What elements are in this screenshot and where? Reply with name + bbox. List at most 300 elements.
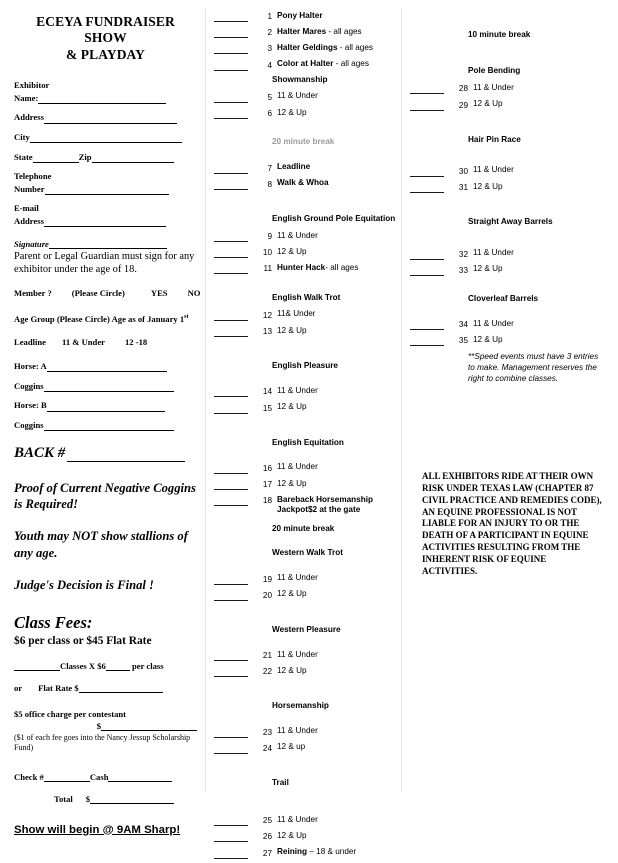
class-entry-row: [206, 385, 401, 401]
class-number: 18: [262, 496, 272, 506]
class-name: 11 & Under: [277, 385, 318, 395]
class-selection-blank[interactable]: [206, 178, 252, 192]
class-selection-blank[interactable]: [402, 248, 448, 262]
section-heading-label: Western Walk Trot: [272, 548, 343, 558]
class-selection-blank[interactable]: [402, 82, 448, 96]
class-selection-blank[interactable]: [206, 589, 252, 603]
list-spacer: [402, 280, 618, 294]
cash-label: Cash: [89, 771, 109, 782]
break-label: 20 minute break: [272, 137, 335, 147]
member-instruction: (Please Circle): [71, 287, 125, 298]
class-entry-row: [402, 165, 618, 181]
member-question-row: [14, 287, 201, 298]
break-row: [206, 137, 401, 153]
class-section-heading: [206, 625, 401, 641]
list-spacer: [402, 310, 618, 318]
list-spacer: [402, 10, 618, 30]
class-entry-row: [206, 478, 401, 494]
field-label-state: State: [14, 151, 33, 162]
class-entry-row: [402, 264, 618, 280]
class-name: Hunter Hack- all ages: [277, 262, 359, 272]
break-label: 10 minute break: [468, 30, 531, 39]
class-name: 11& Under: [277, 309, 316, 319]
list-spacer: [206, 516, 401, 524]
class-name: 12 & Up: [277, 478, 307, 488]
field-label: Telephone: [14, 171, 52, 182]
class-name: 12 & Up: [473, 264, 503, 274]
or-label: or: [14, 682, 23, 693]
cash-input[interactable]: [108, 772, 172, 782]
spacer-cell: [402, 135, 448, 151]
class-selection-blank[interactable]: [206, 742, 252, 756]
spacer-cell: [252, 548, 272, 564]
classes-multiply-label: Classes X $6: [60, 660, 106, 671]
section-heading-label: English Pleasure: [272, 361, 338, 371]
class-selection-blank[interactable]: [402, 318, 448, 332]
class-name: 12 & Up: [277, 665, 307, 675]
city-input[interactable]: [30, 133, 182, 143]
list-spacer: [206, 377, 401, 385]
class-selection-blank[interactable]: [206, 847, 252, 861]
class-entry-row: [206, 230, 401, 246]
field-label: Horse: B: [14, 400, 47, 411]
list-spacer: [206, 418, 401, 438]
class-entry-row: [206, 91, 401, 107]
class-entry-row: [206, 26, 401, 42]
coggins-b-input[interactable]: [44, 421, 174, 431]
office-charge-amount-row: [14, 721, 197, 731]
spacer-cell: [448, 66, 468, 82]
class-name: 11 & Under: [473, 318, 514, 328]
office-charge-label: $5 office charge per contestant: [14, 708, 127, 719]
field-horse-b: [14, 399, 197, 411]
spacer-cell: [252, 137, 272, 153]
class-number: 32: [458, 249, 468, 259]
class-selection-blank[interactable]: [402, 334, 448, 348]
section-heading-label: Pole Bending: [468, 66, 521, 76]
spacer-cell: [206, 137, 252, 153]
class-number: 30: [458, 166, 468, 176]
class-section-heading: [206, 293, 401, 309]
per-class-amount-input[interactable]: [106, 661, 130, 671]
flat-rate-label: Flat Rate: [38, 682, 73, 693]
class-name: 12 & Up: [473, 181, 503, 191]
section-heading-label: Horsemanship: [272, 701, 329, 711]
class-section-heading: [206, 701, 401, 717]
liability-notice-wrap: [402, 471, 618, 578]
section-heading-label: Hair Pin Race: [468, 134, 521, 144]
class-entry-row: [206, 494, 401, 516]
spacer-cell: [402, 294, 448, 310]
class-name: 12 & Up: [277, 325, 307, 335]
field-label-2: Number: [14, 183, 45, 194]
spacer-cell: [252, 778, 272, 794]
class-entry-row: [206, 178, 401, 194]
break-row: [206, 524, 401, 540]
class-name: Halter Mares - all ages: [277, 26, 362, 36]
horse-a-input[interactable]: [47, 362, 167, 372]
class-selection-blank[interactable]: [206, 230, 252, 244]
class-number: 4: [267, 60, 272, 70]
age-group-label: Age Group (Please Circle): [14, 313, 110, 324]
field-label: City: [14, 132, 30, 143]
class-name: 12 & Up: [473, 99, 503, 109]
section-heading-label: English Ground Pole Equitation: [272, 213, 396, 223]
class-selection-blank[interactable]: [206, 665, 252, 679]
class-selection-blank[interactable]: [206, 26, 252, 40]
class-entry-row: [206, 162, 401, 178]
class-entry-row: [206, 649, 401, 665]
age-group-options: [14, 337, 197, 347]
class-name: 11 & Under: [277, 230, 318, 240]
class-number: 26: [262, 832, 272, 842]
option-leadline[interactable]: Leadline: [14, 336, 46, 347]
class-number: 15: [262, 403, 272, 413]
class-number: 24: [262, 743, 272, 753]
field-signature: [14, 239, 197, 249]
fee-line-flat-rate: [14, 683, 197, 693]
list-spacer: [206, 605, 401, 625]
list-spacer: [402, 234, 618, 248]
per-class-label: per class: [132, 660, 164, 671]
spacer-cell: [402, 217, 448, 233]
class-selection-blank[interactable]: [206, 162, 252, 176]
spacer-cell: [252, 438, 272, 454]
member-yes-option[interactable]: YES: [150, 287, 168, 298]
class-section-heading: [206, 75, 401, 91]
class-entry-row: [206, 742, 401, 758]
class-name: Reining – 18 & under: [277, 847, 357, 857]
option-11-under[interactable]: 11 & Under: [62, 336, 105, 347]
back-number-label: BACK #: [14, 445, 66, 462]
flat-rate-currency: $: [74, 682, 79, 693]
list-spacer: [206, 123, 401, 137]
signature-label: Signature: [14, 238, 49, 249]
field-telephone: [14, 170, 197, 194]
class-selection-blank[interactable]: [206, 814, 252, 828]
class-selection-blank[interactable]: [206, 649, 252, 663]
field-label-2: Address: [14, 215, 44, 226]
member-no-option[interactable]: NO: [187, 287, 201, 298]
class-selection-blank[interactable]: [206, 494, 252, 508]
field-label: Exhibitor: [14, 80, 50, 91]
scholarship-note: ($1 of each fee goes into the Nancy Jessup Scholarship Fund): [14, 732, 191, 753]
spacer-cell: [206, 524, 252, 540]
class-selection-blank[interactable]: [402, 181, 448, 195]
class-name: 11 & Under: [277, 91, 318, 101]
age-group-row: [14, 314, 197, 324]
class-name: Bareback Horsemanship Jackpot$2 at the gate: [277, 494, 374, 515]
class-selection-blank[interactable]: [206, 726, 252, 740]
state-input[interactable]: [33, 153, 79, 163]
class-section-heading: [206, 438, 401, 454]
class-entry-row: [206, 107, 401, 123]
class-entry-row: [206, 814, 401, 830]
class-selection-blank[interactable]: [402, 264, 448, 278]
class-list-column-right: [402, 0, 618, 800]
class-name: 12 & Up: [277, 402, 307, 412]
class-entry-row: [206, 847, 401, 863]
class-name: 12 & Up: [473, 334, 503, 344]
class-number: 28: [458, 84, 468, 94]
field-exhibitor-name: [14, 79, 197, 103]
spacer-cell: [252, 524, 272, 540]
class-selection-blank[interactable]: [206, 402, 252, 416]
class-entry-row: [206, 309, 401, 325]
class-name: Leadline: [277, 162, 311, 171]
class-number: 35: [458, 336, 468, 346]
class-number: 34: [458, 320, 468, 330]
spacer-cell: [252, 361, 272, 377]
class-number: 7: [267, 163, 272, 173]
break-label: 20 minute break: [272, 524, 335, 534]
class-selection-blank[interactable]: [206, 262, 252, 276]
speed-events-note: **Speed events must have 3 entries to make. Management reserves the right to combine classes.: [468, 352, 599, 384]
class-selection-blank[interactable]: [206, 91, 252, 105]
class-selection-blank[interactable]: [206, 246, 252, 260]
class-name: 11 & Under: [277, 573, 318, 582]
class-number: 6: [267, 109, 272, 119]
class-selection-blank[interactable]: [206, 309, 252, 323]
class-number: 1: [267, 12, 272, 21]
notice-coggins-required: Proof of Current Negative Coggins is Required!: [14, 481, 196, 512]
class-entry-row: [402, 82, 618, 98]
class-name-suffix: - all ages: [333, 59, 369, 69]
class-number: 17: [262, 480, 272, 490]
list-spacer: [402, 197, 618, 217]
class-section-heading: [402, 66, 618, 82]
check-number-input[interactable]: [44, 772, 90, 782]
class-name-suffix: - all ages: [326, 26, 362, 36]
list-spacer: [206, 641, 401, 649]
section-heading-label: Trail: [272, 778, 289, 787]
spacer-cell: [206, 625, 252, 641]
total-row: [14, 794, 197, 804]
class-selection-blank[interactable]: [206, 830, 252, 844]
address-input[interactable]: [44, 114, 177, 124]
exhibitor-name-input[interactable]: [38, 94, 166, 104]
class-selection-blank[interactable]: [206, 462, 252, 476]
class-name: 12 & Up: [277, 830, 307, 840]
spacer-cell: [206, 293, 252, 309]
section-heading-label: Straight Away Barrels: [468, 217, 553, 227]
list-spacer: [206, 681, 401, 701]
section-heading-label: Cloverleaf Barrels: [468, 293, 539, 303]
class-selection-blank[interactable]: [206, 59, 252, 73]
class-selection-blank[interactable]: [206, 10, 252, 24]
field-email: [14, 202, 197, 226]
section-heading-label: Showmanship: [272, 74, 328, 84]
class-name-suffix: - all ages: [325, 262, 359, 272]
class-list-column-middle: [206, 0, 401, 858]
email-input[interactable]: [44, 217, 166, 227]
class-section-heading: [206, 778, 401, 794]
field-label: Address: [14, 112, 44, 123]
class-name: 11 & Under: [277, 649, 318, 659]
coggins-a-input[interactable]: [44, 382, 174, 392]
field-label-2: Name:: [14, 92, 39, 103]
class-section-heading: [402, 135, 618, 151]
spacer-cell: [448, 135, 468, 151]
class-selection-blank[interactable]: [402, 165, 448, 179]
class-name: 12 & Up: [277, 246, 307, 256]
class-number: 27: [262, 848, 272, 858]
class-entry-row: [206, 573, 401, 589]
list-spacer: [206, 540, 401, 548]
class-name: 11 & Under: [473, 248, 514, 257]
class-selection-blank[interactable]: [206, 573, 252, 587]
class-section-heading: [402, 294, 618, 310]
list-spacer: [206, 718, 401, 726]
total-input[interactable]: [90, 794, 174, 804]
fee-line-classes: [14, 661, 197, 671]
class-entry-row: [402, 334, 618, 350]
liability-notice: ALL EXHIBITORS RIDE AT THEIR OWN RISK UNDER TEXAS LAW (CHAPTER 87 CIVIL PRACTICE AND REMEDIES CODE), AN EQUINE PROFESSIONAL IS NOT LIABLE FOR AN INJURY TO OR THE DEATH OF A PARTICIPANT IN EQUINE ACTIVITIES RESULTING FROM THE INHERENT RISK OF EQUINE ACTIVITIES.: [422, 470, 602, 576]
member-label: Member ?: [14, 287, 52, 298]
age-as-of-label: Age as of January 1: [111, 313, 185, 324]
class-entry-row: [402, 248, 618, 264]
field-label-zip: Zip: [78, 151, 92, 162]
spacer-cell: [448, 294, 468, 310]
class-name: Halter Geldings - all ages: [277, 42, 374, 52]
field-horse-a: [14, 360, 197, 372]
section-heading-label: English Walk Trot: [272, 292, 341, 302]
section-heading-label: Western Pleasure: [272, 624, 341, 634]
list-spacer: [206, 758, 401, 778]
class-fees-title: Class Fees:: [14, 612, 93, 632]
classes-count-input[interactable]: [14, 661, 60, 671]
class-number: 31: [458, 183, 468, 193]
office-charge-input[interactable]: [101, 721, 197, 731]
field-back-number: [14, 445, 197, 462]
class-entry-row: [402, 181, 618, 197]
list-spacer: [402, 46, 618, 66]
break-row: [402, 30, 618, 46]
field-coggins-a: [14, 380, 197, 392]
spacer-cell: [206, 701, 252, 717]
class-number: 23: [262, 727, 272, 737]
class-name: 12 & Up: [277, 589, 307, 599]
spacer-cell: [252, 701, 272, 717]
notice-no-stallions: Youth may NOT show stallions of any age.: [14, 529, 188, 560]
spacer-cell: [252, 293, 272, 309]
spacer-cell: [402, 66, 448, 82]
office-charge-currency: $: [96, 720, 101, 731]
class-number: 33: [458, 265, 468, 275]
total-currency: $: [85, 793, 90, 804]
spacer-cell: [206, 75, 252, 91]
class-name: Pony Halter: [277, 10, 323, 20]
class-list-right-items: [402, 10, 618, 385]
class-entry-row: [402, 99, 618, 115]
class-number: 3: [267, 44, 272, 54]
class-selection-blank[interactable]: [206, 478, 252, 492]
horse-b-input[interactable]: [47, 402, 165, 412]
spacer-cell: [252, 75, 272, 91]
check-number-label: Check #: [14, 771, 44, 782]
class-entry-row: [206, 42, 401, 58]
class-entry-row: [402, 318, 618, 334]
spacer-cell: [448, 30, 468, 46]
class-number: 21: [262, 651, 272, 661]
form-title-line-2: & PLAYDAY: [65, 46, 146, 62]
field-city: [14, 131, 197, 143]
flat-rate-input[interactable]: [79, 683, 163, 693]
class-section-heading: [206, 548, 401, 564]
list-spacer: [206, 794, 401, 814]
class-number: 2: [267, 28, 272, 38]
section-heading-label: English Equitation: [272, 437, 344, 447]
class-number: 20: [262, 590, 272, 600]
class-number: 11: [263, 264, 272, 274]
form-title: [14, 14, 197, 63]
class-number: 13: [262, 327, 272, 336]
list-spacer: [206, 454, 401, 462]
class-number: 29: [458, 100, 468, 110]
payment-method-row: [14, 772, 197, 782]
telephone-input[interactable]: [45, 185, 169, 195]
list-spacer: [402, 151, 618, 165]
field-label: Coggins: [14, 420, 44, 431]
field-label: Coggins: [14, 380, 44, 391]
class-entry-row: [206, 10, 401, 26]
class-name: Walk & Whoa: [277, 178, 329, 188]
class-entry-row: [206, 262, 401, 278]
form-title-line-1: ECEYA FUNDRAISER SHOW: [36, 14, 175, 46]
class-number: 16: [262, 463, 272, 473]
class-selection-blank[interactable]: [402, 99, 448, 113]
spacer-cell: [206, 214, 252, 230]
class-selection-blank[interactable]: [206, 107, 252, 121]
back-number-input[interactable]: [67, 448, 185, 462]
class-entry-row: [206, 59, 401, 75]
spacer-cell: [402, 30, 448, 46]
field-coggins-b: [14, 419, 197, 431]
signature-input[interactable]: [49, 239, 167, 249]
class-number: 22: [262, 667, 272, 677]
class-number: 19: [262, 574, 272, 584]
list-spacer: [206, 565, 401, 573]
zip-input[interactable]: [92, 153, 174, 163]
notice-judges-decision: Judge's Decision is Final !: [14, 577, 154, 592]
class-selection-blank[interactable]: [206, 325, 252, 339]
class-number: 14: [262, 387, 272, 397]
class-name-suffix: – 18 & under: [307, 847, 357, 857]
field-address: [14, 111, 197, 123]
spacer-cell: [206, 778, 252, 794]
class-fees-subtitle: $6 per class or $45 Flat Rate: [14, 634, 152, 647]
field-label: Horse: A: [14, 360, 47, 371]
class-selection-blank[interactable]: [206, 385, 252, 399]
class-section-heading: [402, 217, 618, 233]
class-section-heading: [206, 361, 401, 377]
list-spacer: [206, 341, 401, 361]
class-number: 9: [267, 232, 272, 242]
class-entry-row: [206, 589, 401, 605]
class-entry-row: [206, 246, 401, 262]
guardian-note: Parent or Legal Guardian must sign for any exhibitor under the age of 18.: [14, 250, 195, 275]
class-number: 5: [267, 92, 272, 102]
class-selection-blank[interactable]: [206, 42, 252, 56]
spacer-cell: [206, 548, 252, 564]
field-label: E-mail: [14, 203, 39, 214]
class-name: 11 & Under: [473, 165, 514, 175]
class-name: 11 & Under: [473, 82, 514, 92]
option-12-18[interactable]: 12 -18: [124, 336, 148, 347]
class-number: 8: [267, 179, 272, 189]
class-number: 10: [262, 248, 272, 258]
spacer-cell: [206, 361, 252, 377]
